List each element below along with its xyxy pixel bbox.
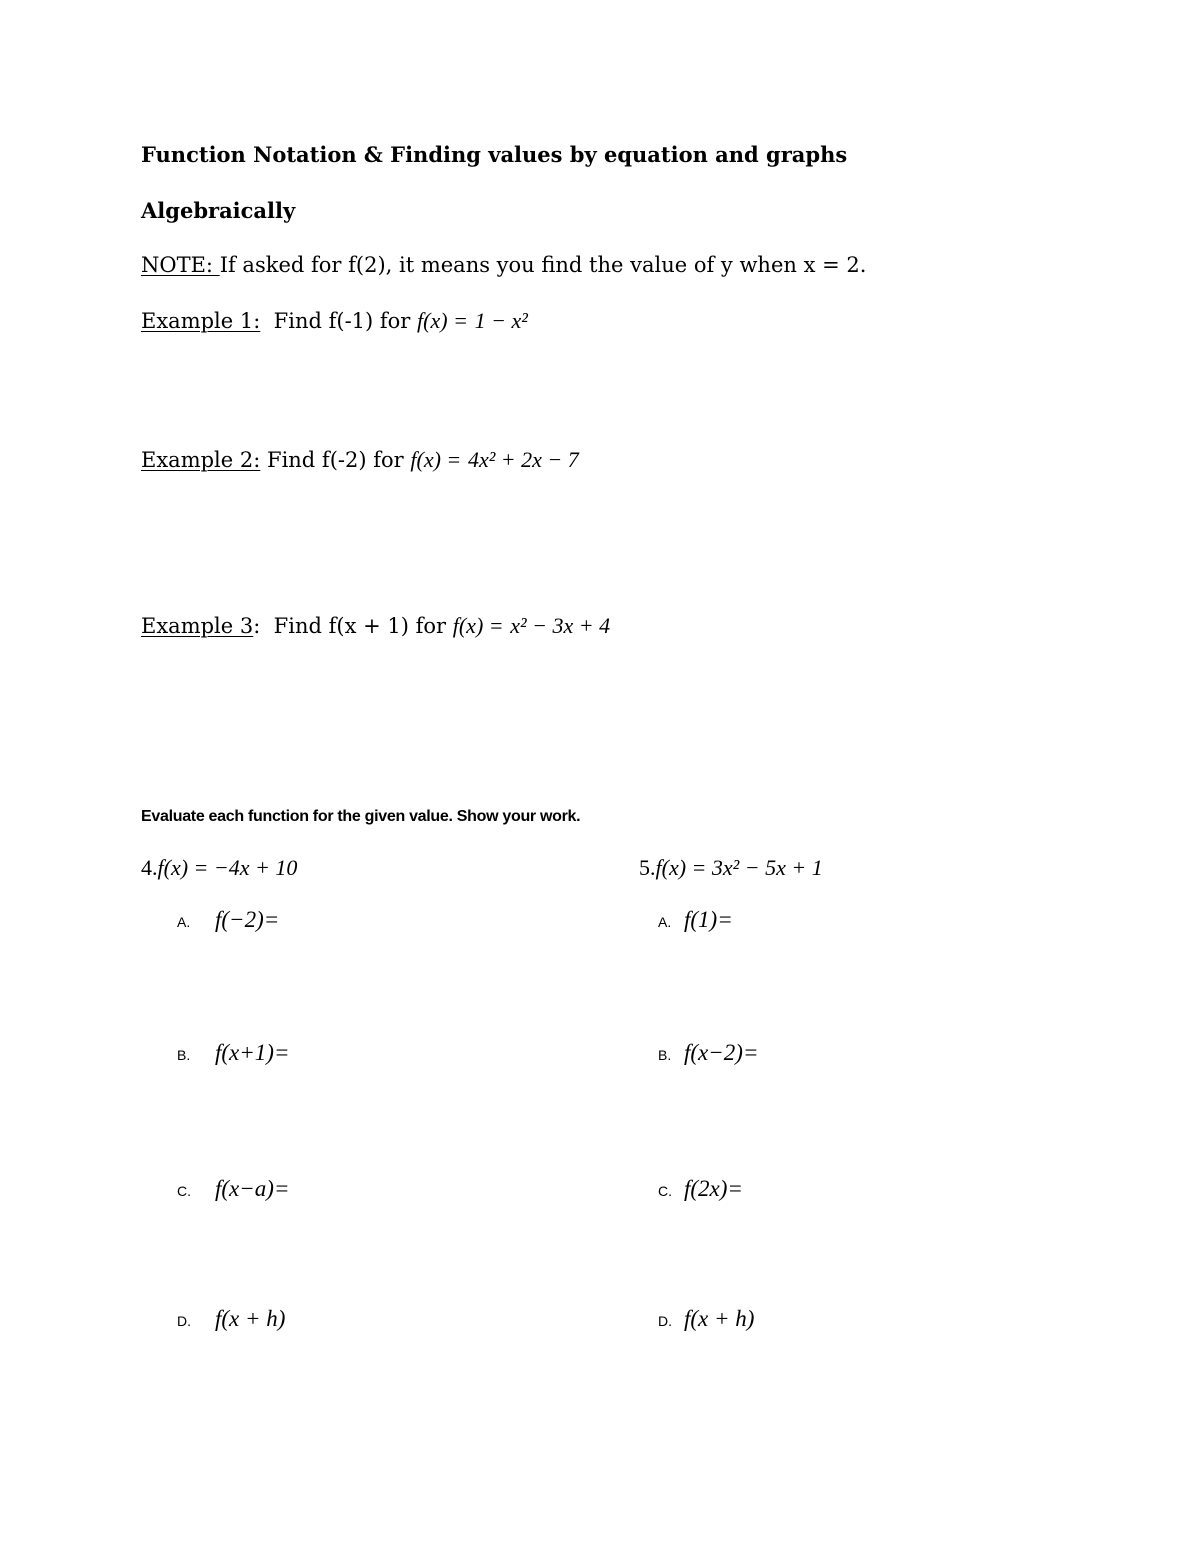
problem-4-number: 4. <box>141 855 158 880</box>
example-1-label: Example 1: <box>141 309 261 333</box>
example-2 <box>141 447 579 473</box>
part-letter: D. <box>658 1313 672 1329</box>
problem-5-function: f(x) = 3x² − 5x + 1 <box>655 855 823 880</box>
example-2-function-lhs: f(x) = <box>410 447 462 472</box>
example-3-function-lhs: f(x) = <box>452 613 504 638</box>
example-1 <box>141 308 528 334</box>
problem-5-part-c <box>658 1176 743 1202</box>
example-3-label: Example 3 <box>141 614 254 638</box>
problem-4-part-a <box>177 907 279 933</box>
note-text: If asked for f(2), it means you find the value of y when x = 2. <box>219 253 867 277</box>
page-title: Function Notation & Finding values by equation and graphs <box>141 142 848 167</box>
example-3-prompt: Find f(x + 1) for <box>273 614 447 638</box>
problem-4-part-c <box>177 1176 289 1202</box>
part-expression: f(x + h) <box>684 1306 755 1331</box>
part-expression: f(x + h) <box>215 1306 286 1331</box>
section-heading: Algebraically <box>141 198 296 223</box>
part-expression: f(x−a)= <box>215 1176 290 1201</box>
part-expression: f(x+1)= <box>215 1040 290 1065</box>
example-1-function-lhs: f(x) = <box>417 308 468 333</box>
part-letter: D. <box>177 1313 191 1329</box>
instructions: Evaluate each function for the given value. Show your work. <box>141 808 581 825</box>
problem-5 <box>639 855 823 881</box>
part-expression: f(−2)= <box>215 907 280 932</box>
part-letter: B. <box>658 1047 672 1063</box>
problem-5-part-d <box>658 1306 754 1332</box>
example-2-label: Example 2: <box>141 448 261 472</box>
part-expression: f(2x)= <box>684 1176 743 1201</box>
problem-5-number: 5. <box>639 855 656 880</box>
part-letter: C. <box>177 1183 191 1199</box>
problem-4-part-d <box>177 1306 285 1332</box>
problem-4-function: f(x) = −4x + 10 <box>157 855 298 880</box>
example-3 <box>141 613 610 639</box>
problem-4-part-b <box>177 1040 289 1066</box>
example-1-function-rhs: 1 − x² <box>474 308 528 333</box>
part-letter: C. <box>658 1183 672 1199</box>
part-letter: A. <box>658 914 672 930</box>
example-3-label-suffix: : <box>253 614 261 638</box>
part-expression: f(1)= <box>684 907 733 932</box>
problem-5-part-a <box>658 907 733 933</box>
note-label: NOTE: <box>141 253 220 277</box>
part-expression: f(x−2)= <box>684 1040 759 1065</box>
example-1-prompt: Find f(-1) for <box>273 309 411 333</box>
example-2-function-rhs: 4x² + 2x − 7 <box>467 447 579 472</box>
part-letter: A. <box>177 914 191 930</box>
example-2-prompt: Find f(-2) for <box>267 448 404 472</box>
problem-4 <box>141 855 297 881</box>
example-3-function-rhs: x² − 3x + 4 <box>510 613 611 638</box>
note-line <box>141 253 866 277</box>
problem-5-part-b <box>658 1040 758 1066</box>
part-letter: B. <box>177 1047 191 1063</box>
